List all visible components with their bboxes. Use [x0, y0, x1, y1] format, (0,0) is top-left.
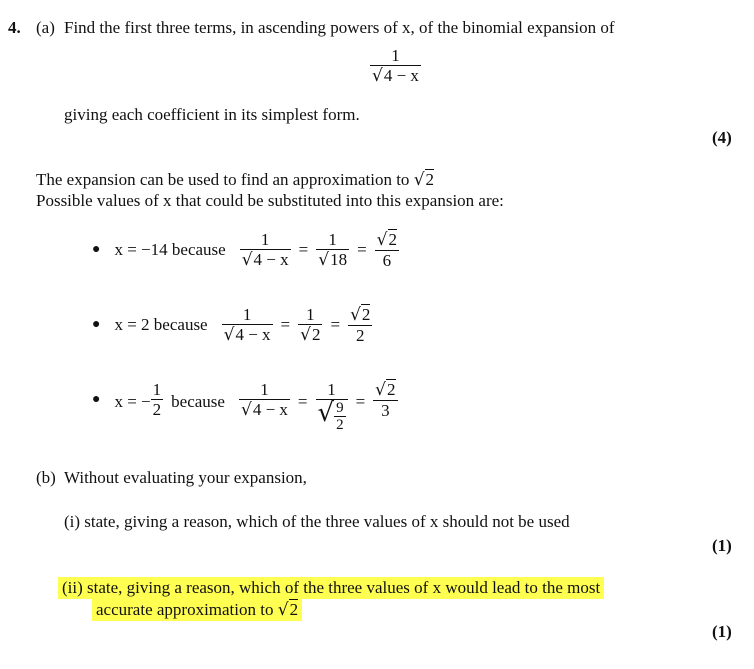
bullet-icon: ● — [92, 392, 101, 407]
part-b-text: Without evaluating your expansion, — [64, 468, 307, 487]
part-a-marks: (4) — [712, 128, 732, 147]
intro-sqrt-arg: 2 — [425, 170, 435, 189]
part-a-label: (a) — [36, 18, 55, 37]
part-a-text: Find the first three terms, in ascending powers of x, of the binomial expansion of — [64, 18, 615, 37]
bullet-icon: ● — [92, 242, 101, 257]
part-b-i-marks: (1) — [712, 536, 732, 555]
question-number: 4. — [8, 18, 21, 37]
part-b-label: (b) — [36, 468, 56, 487]
expansion-expression: $\frac{1}{√4 - x}$ — [372, 46, 419, 86]
part-b-ii-line-2: accurate approximation to √2 — [92, 599, 302, 621]
part-b-i: (i) state, giving a reason, which of the three values of x should not be used — [64, 512, 570, 531]
bullet-item-1: ● x = −14 because $\frac{1}{√4 - x}$ = $\frac{1}{√18}$ = $\frac{√2}{6}$ — [92, 230, 398, 270]
expr-numerator: 1 — [370, 46, 421, 66]
part-b-ii-sqrt-arg: 2 — [289, 600, 299, 619]
intro-line-2: Possible values of x that could be substituted into this expansion are: — [36, 191, 504, 210]
part-b-ii-line-1: (ii) state, giving a reason, which of the three values of x would lead to the most — [58, 577, 604, 599]
expr-denominator: 4 − x — [383, 66, 419, 85]
bullet-item-2: ● x = 2 because $\frac{1}{√4 - x}$ = $\frac{1}{√2}$ = $\frac{√2}{2}$ — [92, 305, 371, 345]
part-b-ii-marks: (1) — [712, 622, 732, 641]
intro-line-1: The expansion can be used to find an approximation to √2 — [36, 170, 435, 190]
part-a-text2: giving each coefficient in its simplest form. — [64, 105, 360, 124]
bullet-item-3: ● x = − $\frac{1}{2}$ because $\frac{1}{√4 - x}$ = 1 √ $\frac{9}{2}$ = $\frac{√2}{3}$ — [92, 380, 396, 433]
bullet-icon: ● — [92, 317, 101, 332]
